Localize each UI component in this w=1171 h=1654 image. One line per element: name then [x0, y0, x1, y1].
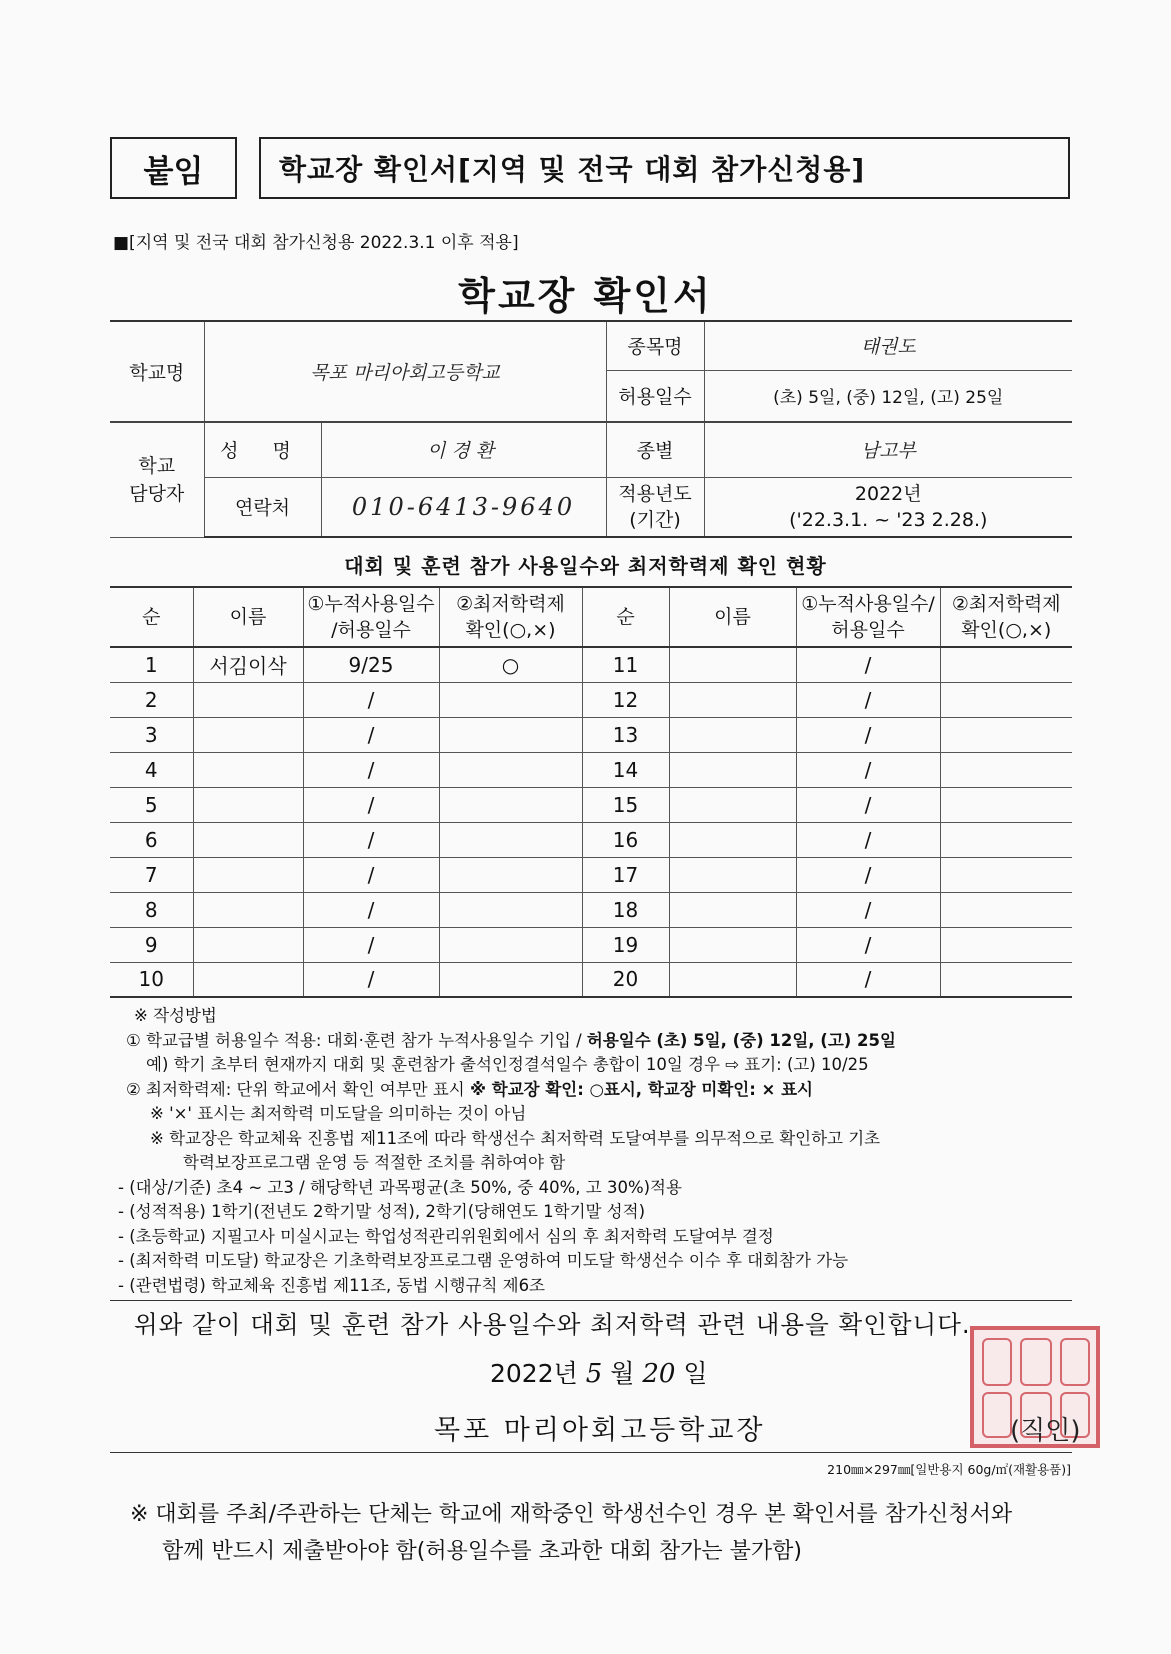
divider-bottom	[110, 1452, 1072, 1453]
check-cell	[940, 892, 1072, 927]
bullet-elementary: - (초등학교) 지필고사 미실시교는 학업성적관리위원회에서 심의 후 최저학력 도달여부 결정	[118, 1226, 774, 1246]
footnote-line-2: 함께 반드시 제출받아야 함(허용일수를 초과한 대회 참가는 불가함)	[162, 1539, 802, 1564]
days-cell: /	[796, 962, 940, 997]
check-cell	[940, 647, 1072, 682]
seq-cell: 12	[582, 682, 669, 717]
days-cell: /	[303, 927, 439, 962]
check-cell	[940, 857, 1072, 892]
name-cell	[193, 787, 303, 822]
footnote-line-1: ※ 대회를 주최/주관하는 단체는 학교에 재학중인 학생선수인 경우 본 확인서를 참가신청서와	[130, 1502, 1013, 1527]
table-row	[110, 822, 1072, 857]
seq-cell: 11	[582, 647, 669, 682]
header-check-left-l1: ②최저학력제	[456, 593, 565, 615]
name-cell	[193, 927, 303, 962]
seq-cell: 3	[110, 717, 193, 752]
event-label: 종목명	[606, 321, 704, 370]
instruction-2-note-1: ※ '×' 표시는 최저학력 미도달을 의미하는 것이 아님	[150, 1104, 527, 1123]
seq-cell: 16	[582, 822, 669, 857]
seq-cell: 4	[110, 752, 193, 787]
divider-top	[110, 1300, 1072, 1301]
days-cell: /	[303, 787, 439, 822]
days-cell: /	[796, 682, 940, 717]
header-name-left: 이름	[193, 587, 303, 647]
name-cell	[669, 962, 796, 997]
instruction-2-note-2: ※ 학교장은 학교체육 진흥법 제11조에 따라 학생선수 최저학력 도달여부를 의무적으로 확인하고 기초	[150, 1128, 881, 1148]
page-title: 학교장 확인서	[458, 274, 713, 318]
check-cell	[940, 927, 1072, 962]
header-title: 학교장 확인서[지역 및 전국 대회 참가신청용]	[259, 137, 1070, 199]
paper-spec: 210㎜×297㎜[일반용지 60g/㎡(재활용품)]	[827, 1462, 1071, 1477]
header-days-left	[303, 587, 439, 647]
name-cell	[193, 682, 303, 717]
table-row	[110, 787, 1072, 822]
apply-year-value	[704, 477, 1072, 537]
check-cell	[439, 787, 582, 822]
attachment-tag: 붙임	[110, 137, 237, 199]
days-cell: /	[303, 892, 439, 927]
days-cell: /	[796, 787, 940, 822]
seal-label: (직인)	[1010, 1416, 1081, 1446]
instruction-1-bold: 허용일수 (초) 5일, (중) 12일, (고) 25일	[586, 1030, 896, 1050]
header	[110, 137, 1070, 199]
manager-name-value: 이경환	[321, 422, 606, 477]
table-row	[110, 927, 1072, 962]
seq-cell: 7	[110, 857, 193, 892]
bullet-law: - (관련법령) 학교체육 진흥법 제11조, 동법 시행규칙 제6조	[118, 1275, 545, 1295]
gender-label: 종별	[606, 422, 704, 477]
check-cell	[439, 892, 582, 927]
gender-value: 남고부	[704, 422, 1072, 477]
days-cell: /	[796, 822, 940, 857]
name-cell	[193, 962, 303, 997]
header-check-right	[940, 587, 1072, 647]
seq-cell: 5	[110, 787, 193, 822]
header-seq-left: 순	[110, 587, 193, 647]
header-days-right	[796, 587, 940, 647]
apply-year-label	[606, 477, 704, 537]
seq-cell: 1	[110, 647, 193, 682]
school-label: 학교명	[110, 321, 204, 422]
event-value: 태권도	[704, 321, 1072, 370]
days-cell: /	[796, 717, 940, 752]
seq-cell: 9	[110, 927, 193, 962]
header-seq-right: 순	[582, 587, 669, 647]
seq-cell: 13	[582, 717, 669, 752]
seq-cell: 8	[110, 892, 193, 927]
name-cell	[193, 822, 303, 857]
check-cell	[940, 822, 1072, 857]
apply-year-value-line1: 2022년	[854, 482, 922, 505]
instructions	[118, 1004, 1086, 1298]
days-cell: 9/25	[303, 647, 439, 682]
seq-cell: 10	[110, 962, 193, 997]
apply-year-label-line1: 적용년도	[618, 482, 692, 505]
name-cell	[669, 717, 796, 752]
days-cell: /	[796, 927, 940, 962]
name-cell: 서김이삭	[193, 647, 303, 682]
days-cell: /	[303, 752, 439, 787]
contact-label: 연락처	[204, 477, 321, 537]
name-cell	[669, 682, 796, 717]
days-cell: /	[303, 857, 439, 892]
name-cell	[669, 927, 796, 962]
name-cell	[669, 647, 796, 682]
instruction-2	[126, 1078, 1086, 1103]
name-cell	[669, 752, 796, 787]
name-cell	[193, 752, 303, 787]
instruction-1-example: 예) 학기 초부터 현재까지 대회 및 훈련참가 출석인정결석일수 총합이 10일 경우 ⇨ 표기: (고) 10/25	[146, 1055, 869, 1074]
days-cell: /	[796, 857, 940, 892]
manager-label: 학교 담당자	[110, 422, 204, 537]
seq-cell: 17	[582, 857, 669, 892]
date-month-unit: 월	[610, 1359, 635, 1388]
apply-year-value-line2: ('22.3.1. ~ '23 2.28.)	[789, 508, 988, 531]
days-cell: /	[796, 647, 940, 682]
footnote	[130, 1496, 1012, 1570]
check-cell: ○	[439, 647, 582, 682]
date-day-unit: 일	[683, 1359, 708, 1388]
date-month: 5	[585, 1359, 603, 1389]
header-days-left-l2: /허용일수	[331, 619, 411, 641]
header-days-right-l1: ①누적사용일수/	[801, 593, 935, 615]
instruction-2-text: ② 최저학력제: 단위 학교에서 확인 여부만 표시	[126, 1079, 470, 1099]
check-cell	[439, 927, 582, 962]
bullet-grades: - (성적적용) 1학기(전년도 2학기말 성적), 2학기(당해연도 1학기말 성적)	[118, 1202, 646, 1221]
school-value: 목포 마리아회고등학교	[204, 321, 606, 422]
manager-name-label: 성 명	[204, 422, 321, 477]
check-cell	[439, 682, 582, 717]
school-principal-name: 목포 마리아회고등학교장	[434, 1415, 766, 1446]
days-cell: /	[303, 682, 439, 717]
days-cell: /	[303, 962, 439, 997]
bullet-target: - (대상/기준) 초4 ~ 고3 / 해당학년 과목평균(초 50%, 중 40%, 고 30%)적용	[118, 1177, 682, 1197]
header-check-right-l2: 확인(○,×)	[961, 619, 1052, 641]
applicability-notice: ■[지역 및 전국 대회 참가신청용 2022.3.1 이후 적용]	[113, 233, 519, 253]
contact-value: 010-6413-9640	[321, 477, 606, 537]
allowed-days-label: 허용일수	[606, 370, 704, 422]
days-cell: /	[796, 752, 940, 787]
table-row	[110, 752, 1072, 787]
date-year: 2022년	[490, 1359, 578, 1388]
usage-status-table	[110, 586, 1072, 998]
status-subtitle: 대회 및 훈련 참가 사용일수와 최저학력제 확인 현황	[344, 554, 827, 578]
school-info-table	[110, 320, 1072, 538]
seq-cell: 2	[110, 682, 193, 717]
instructions-title: ※ 작성방법	[134, 1006, 217, 1025]
days-cell: /	[303, 822, 439, 857]
seq-cell: 19	[582, 927, 669, 962]
check-cell	[439, 717, 582, 752]
days-cell: /	[303, 717, 439, 752]
seq-cell: 20	[582, 962, 669, 997]
seq-cell: 15	[582, 787, 669, 822]
days-cell: /	[796, 892, 940, 927]
confirmation-statement: 위와 같이 대회 및 훈련 참가 사용일수와 최저학력 관련 내용을 확인합니다.	[134, 1310, 971, 1339]
confirmation-date	[490, 1354, 708, 1390]
header-days-left-l1: ①누적사용일수	[307, 593, 435, 615]
check-cell	[439, 822, 582, 857]
seq-cell: 14	[582, 752, 669, 787]
name-cell	[669, 892, 796, 927]
instruction-2-note-2-cont: 학력보장프로그램 운영 등 적절한 조치를 취하여야 함	[183, 1153, 566, 1172]
check-cell	[940, 787, 1072, 822]
apply-year-label-line2: (기간)	[629, 508, 681, 531]
header-days-right-l2: 허용일수	[831, 619, 905, 641]
name-cell	[669, 857, 796, 892]
table-row	[110, 962, 1072, 997]
table-row	[110, 682, 1072, 717]
seq-cell: 6	[110, 822, 193, 857]
table-row	[110, 717, 1072, 752]
check-cell	[940, 717, 1072, 752]
name-cell	[669, 822, 796, 857]
check-cell	[439, 962, 582, 997]
instruction-1-text: ① 학교급별 허용일수 적용: 대회·훈련 참가 누적사용일수 기입 /	[126, 1030, 587, 1050]
check-cell	[439, 752, 582, 787]
name-cell	[193, 892, 303, 927]
date-day: 20	[642, 1359, 676, 1389]
bullet-not-reached: - (최저학력 미도달) 학교장은 기초학력보장프로그램 운영하여 미도달 학생선수 이수 후 대회참가 가능	[118, 1251, 849, 1270]
instruction-2-bold: ※ 학교장 확인: ○표시, 학교장 미확인: × 표시	[469, 1079, 813, 1099]
check-cell	[439, 857, 582, 892]
table-row	[110, 892, 1072, 927]
seq-cell: 18	[582, 892, 669, 927]
check-cell	[940, 752, 1072, 787]
instruction-1	[126, 1029, 1086, 1054]
header-check-right-l1: ②최저학력제	[951, 593, 1061, 615]
allowed-days-value: (초) 5일, (중) 12일, (고) 25일	[704, 370, 1072, 422]
header-name-right: 이름	[669, 587, 796, 647]
check-cell	[940, 962, 1072, 997]
name-cell	[193, 717, 303, 752]
table-row	[110, 857, 1072, 892]
table-row	[110, 647, 1072, 682]
name-cell	[669, 787, 796, 822]
name-cell	[193, 857, 303, 892]
header-check-left	[439, 587, 582, 647]
header-check-left-l2: 확인(○,×)	[465, 619, 556, 641]
check-cell	[940, 682, 1072, 717]
